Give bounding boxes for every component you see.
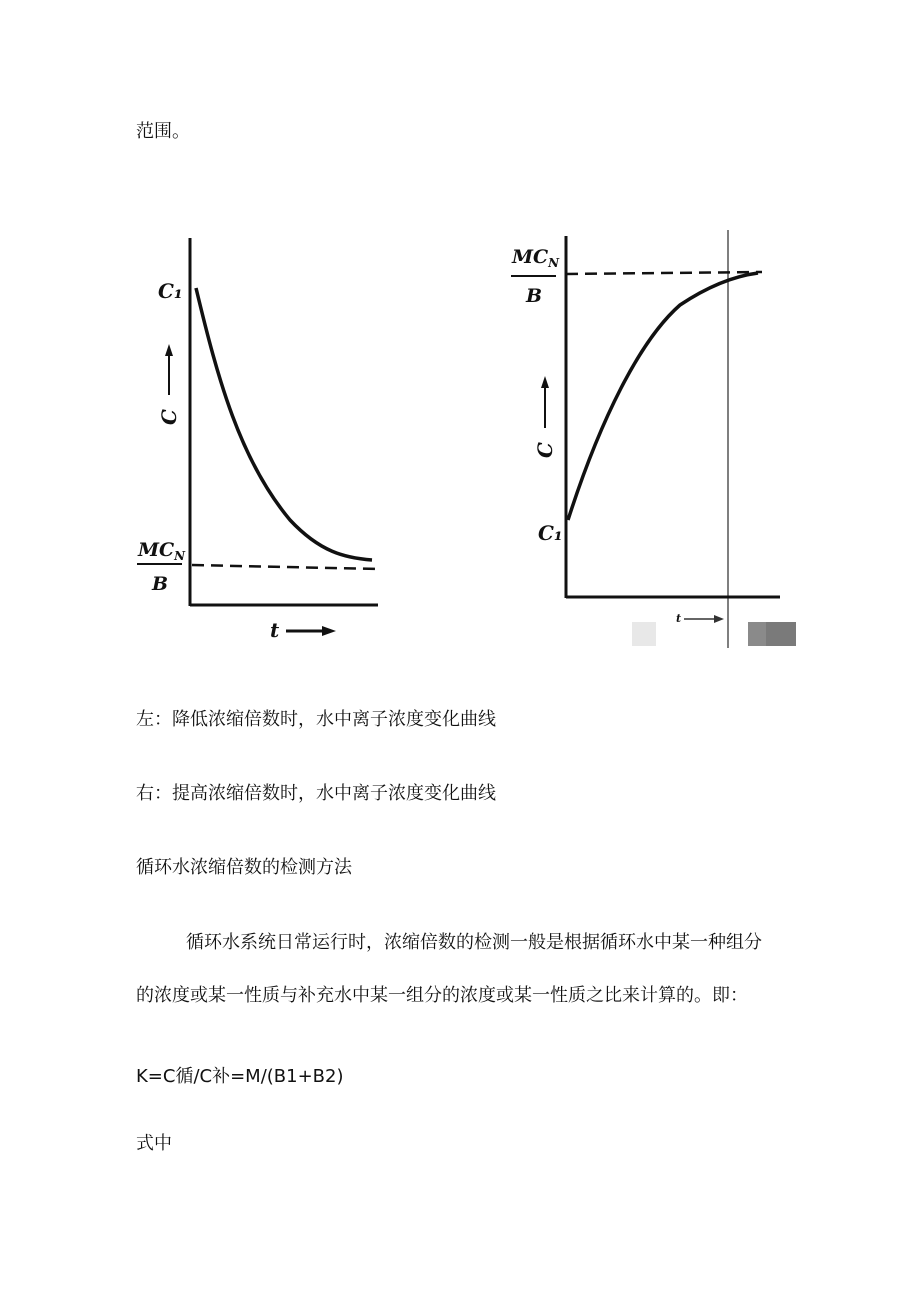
right-increasing-curve [568,273,758,520]
section-heading: 循环水浓缩倍数的检测方法 [136,857,352,878]
left-asymptote-label [137,539,186,595]
right-x-label [676,612,724,625]
right-curve-figure [511,230,796,648]
formula: K=C循/C补=M/(B1+B2) [136,1066,344,1087]
left-decreasing-curve [196,288,372,560]
right-asymptote-label [511,246,560,307]
caption-left: 左：降低浓缩倍数时，水中离子浓度变化曲线 [136,709,496,730]
left-c1-label: C₁ [158,279,183,303]
svg-text:C: C [157,409,181,425]
svg-text:MCN: $MC_N$ [512,246,560,270]
svg-text:t: t [270,618,280,642]
svg-text:t: t [676,612,682,625]
svg-text:B: B [152,573,169,595]
where-label: 式中 [136,1133,172,1154]
left-curve-figure [137,238,378,642]
text-before-figures: 范围。 [136,121,190,142]
paragraph-line-2: 的浓度或某一性质与补充水中某一组分的浓度或某一性质之比来计算的。即： [136,985,748,1006]
right-c1-label: C₁ [538,521,563,545]
left-asymptote-line [192,565,378,569]
left-y-label [157,344,181,425]
svg-text:C: C [533,442,557,458]
paragraph-line-1: 循环水系统日常运行时，浓缩倍数的检测一般是根据循环水中某一种组分 [186,932,762,953]
svg-text:B: B [526,285,543,307]
caption-right: 右：提高浓缩倍数时，水中离子浓度变化曲线 [136,783,496,804]
right-y-label [533,376,557,458]
svg-text:MCN: $MC_N$ [138,539,186,563]
right-asymptote-line [566,272,762,274]
left-x-label [270,618,336,642]
scan-artifact-light [632,622,656,646]
